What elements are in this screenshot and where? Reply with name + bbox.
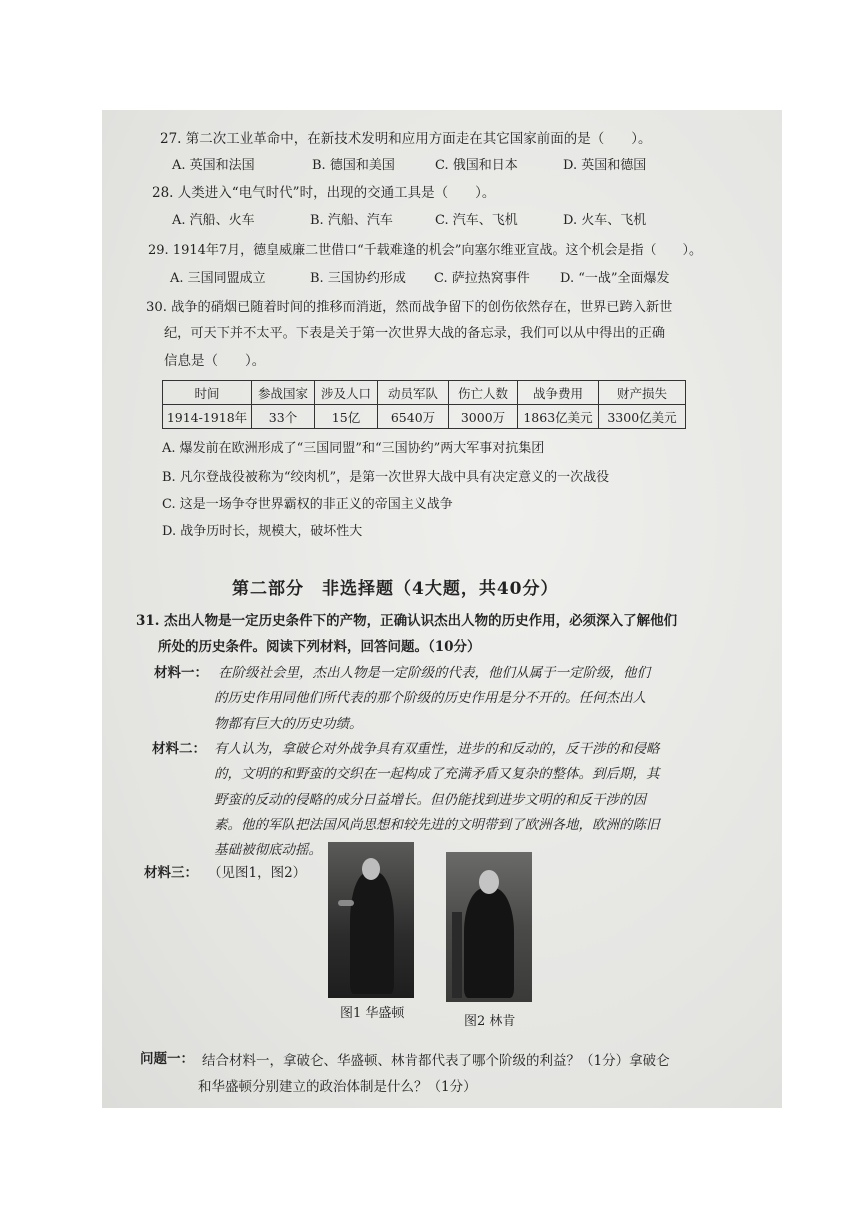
q27-option-a: A. 英国和法国 xyxy=(172,158,255,173)
figure-1-caption: 图1 华盛顿 xyxy=(340,1006,405,1021)
q30-option-a: A. 爆发前在欧洲形成了“三国同盟”和“三国协约”两大军事对抗集团 xyxy=(162,441,545,456)
q27-option-c: C. 俄国和日本 xyxy=(435,158,518,173)
table-header-cell: 动员军队 xyxy=(378,381,449,405)
q30-option-b: B. 凡尔登战役被称为“绞肉机”，是第一次世界大战中具有决定意义的一次战役 xyxy=(162,470,610,485)
q29-option-c: C. 萨拉热窝事件 xyxy=(434,271,530,286)
material-one-label: 材料一： xyxy=(154,665,208,681)
q30-stem-line3: 信息是（ ）。 xyxy=(164,353,266,369)
material-three-label: 材料三： xyxy=(144,865,198,881)
q29-option-d: D. “一战”全面爆发 xyxy=(560,271,670,286)
table-cell: 3000万 xyxy=(449,405,518,429)
q30-option-c: C. 这是一场争夺世界霸权的非正义的帝国主义战争 xyxy=(162,497,453,512)
q30-option-d: D. 战争历时长，规模大，破坏性大 xyxy=(162,524,363,539)
table-cell: 1914-1918年 xyxy=(163,405,252,429)
table-cell: 6540万 xyxy=(378,405,449,429)
lincoln-portrait xyxy=(446,852,532,1002)
material-two-label: 材料二： xyxy=(152,741,206,757)
q27-option-d: D. 英国和德国 xyxy=(563,158,647,173)
table-header-cell: 财产损失 xyxy=(599,381,686,405)
question-one-line1: 结合材料一，拿破仑、华盛顿、林肯都代表了哪个阶级的利益？（1分）拿破仑 xyxy=(202,1053,670,1069)
q29-stem: 29. 1914年7月，德皇威廉二世借口“千载难逢的机会”向塞尔维亚宣战。这个机会是指（ ）。 xyxy=(148,243,702,258)
question-one-line2: 和华盛顿分别建立的政治体制是什么？（1分） xyxy=(198,1079,477,1095)
q31-stem-line1: 31. 杰出人物是一定历史条件下的产物，正确认识杰出人物的历史作用，必须深入了解他们 xyxy=(136,613,678,629)
material-two-line4: 素。他的军队把法国风尚思想和较先进的文明带到了欧洲各地，欧洲的陈旧 xyxy=(214,817,660,833)
table-header-cell: 涉及人口 xyxy=(315,381,378,405)
table-header-cell: 时间 xyxy=(163,381,252,405)
q31-stem-line2: 所处的历史条件。阅读下列材料，回答问题。（10分） xyxy=(158,639,481,655)
table-header-cell: 战争费用 xyxy=(518,381,599,405)
q28-option-b: B. 汽船、汽车 xyxy=(310,213,393,228)
figure-2-caption: 图2 林肯 xyxy=(464,1014,516,1029)
question-one-label: 问题一： xyxy=(140,1051,194,1067)
table-header-cell: 参战国家 xyxy=(252,381,315,405)
washington-portrait xyxy=(328,842,414,998)
material-one-line2: 的历史作用同他们所代表的那个阶级的历史作用是分不开的。任何杰出人 xyxy=(214,690,646,706)
material-one-line3: 物都有巨大的历史功绩。 xyxy=(214,716,363,732)
section-two-title: 第二部分 非选择题（4大题，共40分） xyxy=(232,579,559,599)
material-one-line1: 在阶级社会里，杰出人物是一定阶级的代表，他们从属于一定阶级，他们 xyxy=(218,665,650,681)
material-two-line2: 的，文明的和野蛮的交织在一起构成了充满矛盾又复杂的整体。到后期，其 xyxy=(214,766,660,782)
table-cell: 3300亿美元 xyxy=(599,405,686,429)
table-row xyxy=(163,405,686,429)
material-three-text: （见图1，图2） xyxy=(208,865,307,881)
q28-option-d: D. 火车、飞机 xyxy=(563,213,647,228)
material-two-line3: 野蛮的反动的侵略的成分日益增长。但仍能找到进步文明的和反干涉的因 xyxy=(214,792,646,808)
q28-stem: 28. 人类进入“电气时代”时，出现的交通工具是（ ）。 xyxy=(152,185,496,201)
q30-stem-line2: 纪，可天下并不太平。下表是关于第一次世界大战的备忘录，我们可以从中得出的正确 xyxy=(164,326,666,341)
q29-option-b: B. 三国协约形成 xyxy=(310,271,406,286)
q27-option-b: B. 德国和美国 xyxy=(312,158,395,173)
q29-option-a: A. 三国同盟成立 xyxy=(170,271,266,286)
table-cell: 15亿 xyxy=(315,405,378,429)
material-two-line5: 基础被彻底动摇。 xyxy=(214,842,322,858)
table-cell: 1863亿美元 xyxy=(518,405,599,429)
material-two-line1: 有人认为，拿破仑对外战争具有双重性，进步的和反动的，反干涉的和侵略 xyxy=(214,741,660,757)
table-header-cell: 伤亡人数 xyxy=(449,381,518,405)
q28-option-c: C. 汽车、飞机 xyxy=(435,213,518,228)
table-cell: 33个 xyxy=(252,405,315,429)
ww1-memo-table xyxy=(162,380,686,429)
q30-stem-line1: 30. 战争的硝烟已随着时间的推移而消逝，然而战争留下的创伤依然存在，世界已跨入新世 xyxy=(146,300,673,315)
q27-stem: 27. 第二次工业革命中，在新技术发明和应用方面走在其它国家前面的是（ ）。 xyxy=(160,131,652,147)
table-header-row xyxy=(163,381,686,405)
q28-option-a: A. 汽船、火车 xyxy=(172,213,255,228)
